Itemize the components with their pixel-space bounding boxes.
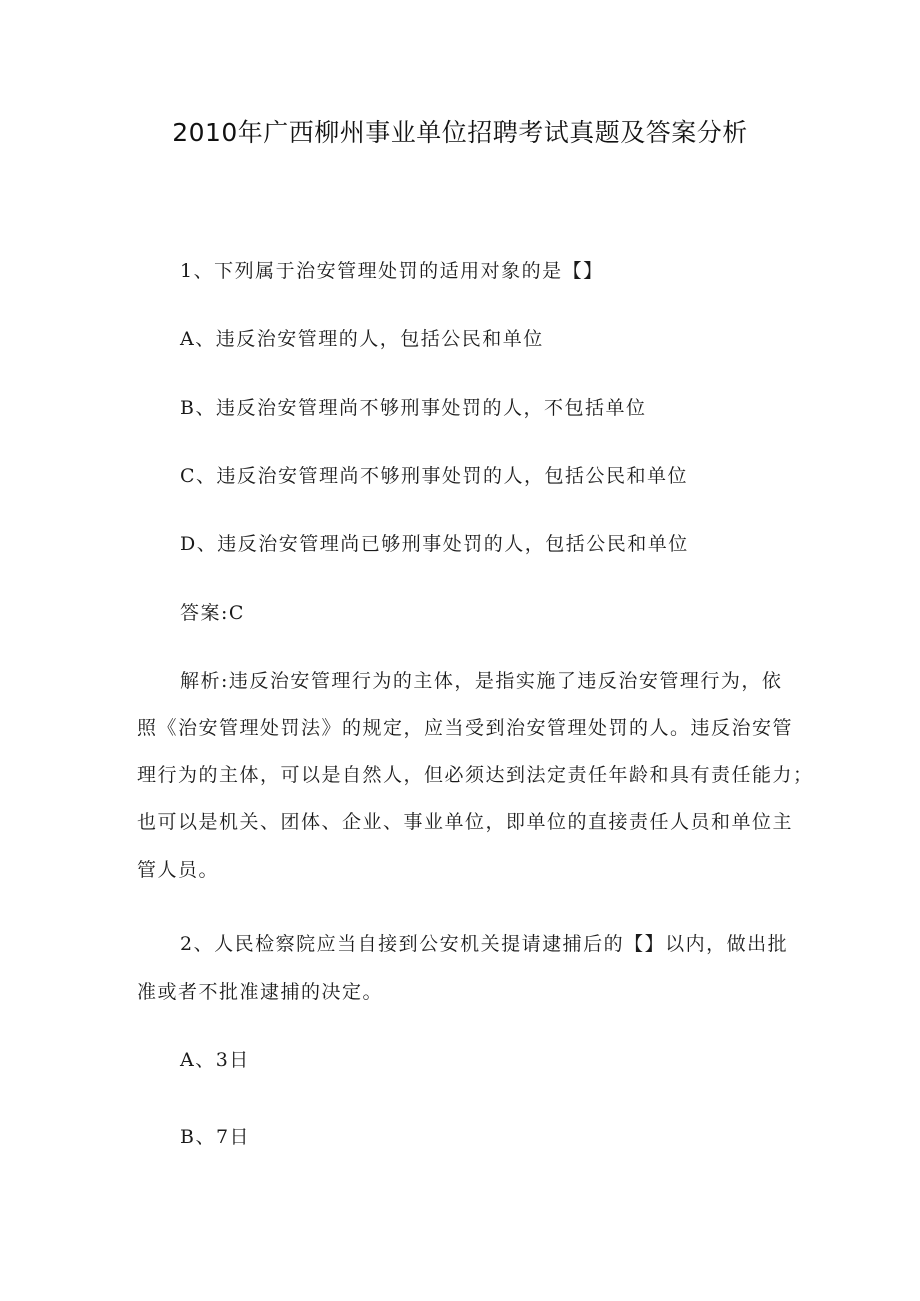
document-title: 2010年广西柳州事业单位招聘考试真题及答案分析 <box>172 118 748 147</box>
question-1-option-a: A、违反治安管理的人，包括公民和单位 <box>180 328 544 350</box>
question-1-stem: 1、下列属于治安管理处罚的适用对象的是【】 <box>180 260 604 282</box>
question-2-stem-line: 准或者不批准逮捕的决定。 <box>137 981 384 1003</box>
question-1-analysis-line: 也可以是机关、团体、企业、事业单位，即单位的直接责任人员和单位主 <box>137 811 794 833</box>
question-1-analysis-line: 解析:违反治安管理行为的主体，是指实施了违反治安管理行为，依 <box>180 670 783 692</box>
question-1-option-d: D、违反治安管理尚已够刑事处罚的人，包括公民和单位 <box>180 533 689 555</box>
question-2-stem-line: 2、人民检察院应当自接到公安机关提请逮捕后的【】以内，做出批 <box>180 933 789 955</box>
question-1-analysis-line: 管人员。 <box>137 859 220 881</box>
question-1-option-c: C、违反治安管理尚不够刑事处罚的人，包括公民和单位 <box>180 465 689 487</box>
question-1-answer: 答案:C <box>180 602 245 624</box>
question-1-option-b: B、违反治安管理尚不够刑事处罚的人，不包括单位 <box>180 397 647 419</box>
question-1-analysis-line: 理行为的主体，可以是自然人，但必须达到法定责任年龄和具有责任能力； <box>137 764 814 786</box>
question-2-option-a: A、3日 <box>180 1049 250 1071</box>
question-1-analysis-line: 照《治安管理处罚法》的规定，应当受到治安管理处罚的人。违反治安管 <box>137 717 794 739</box>
question-2-option-b: B、7日 <box>180 1126 251 1148</box>
